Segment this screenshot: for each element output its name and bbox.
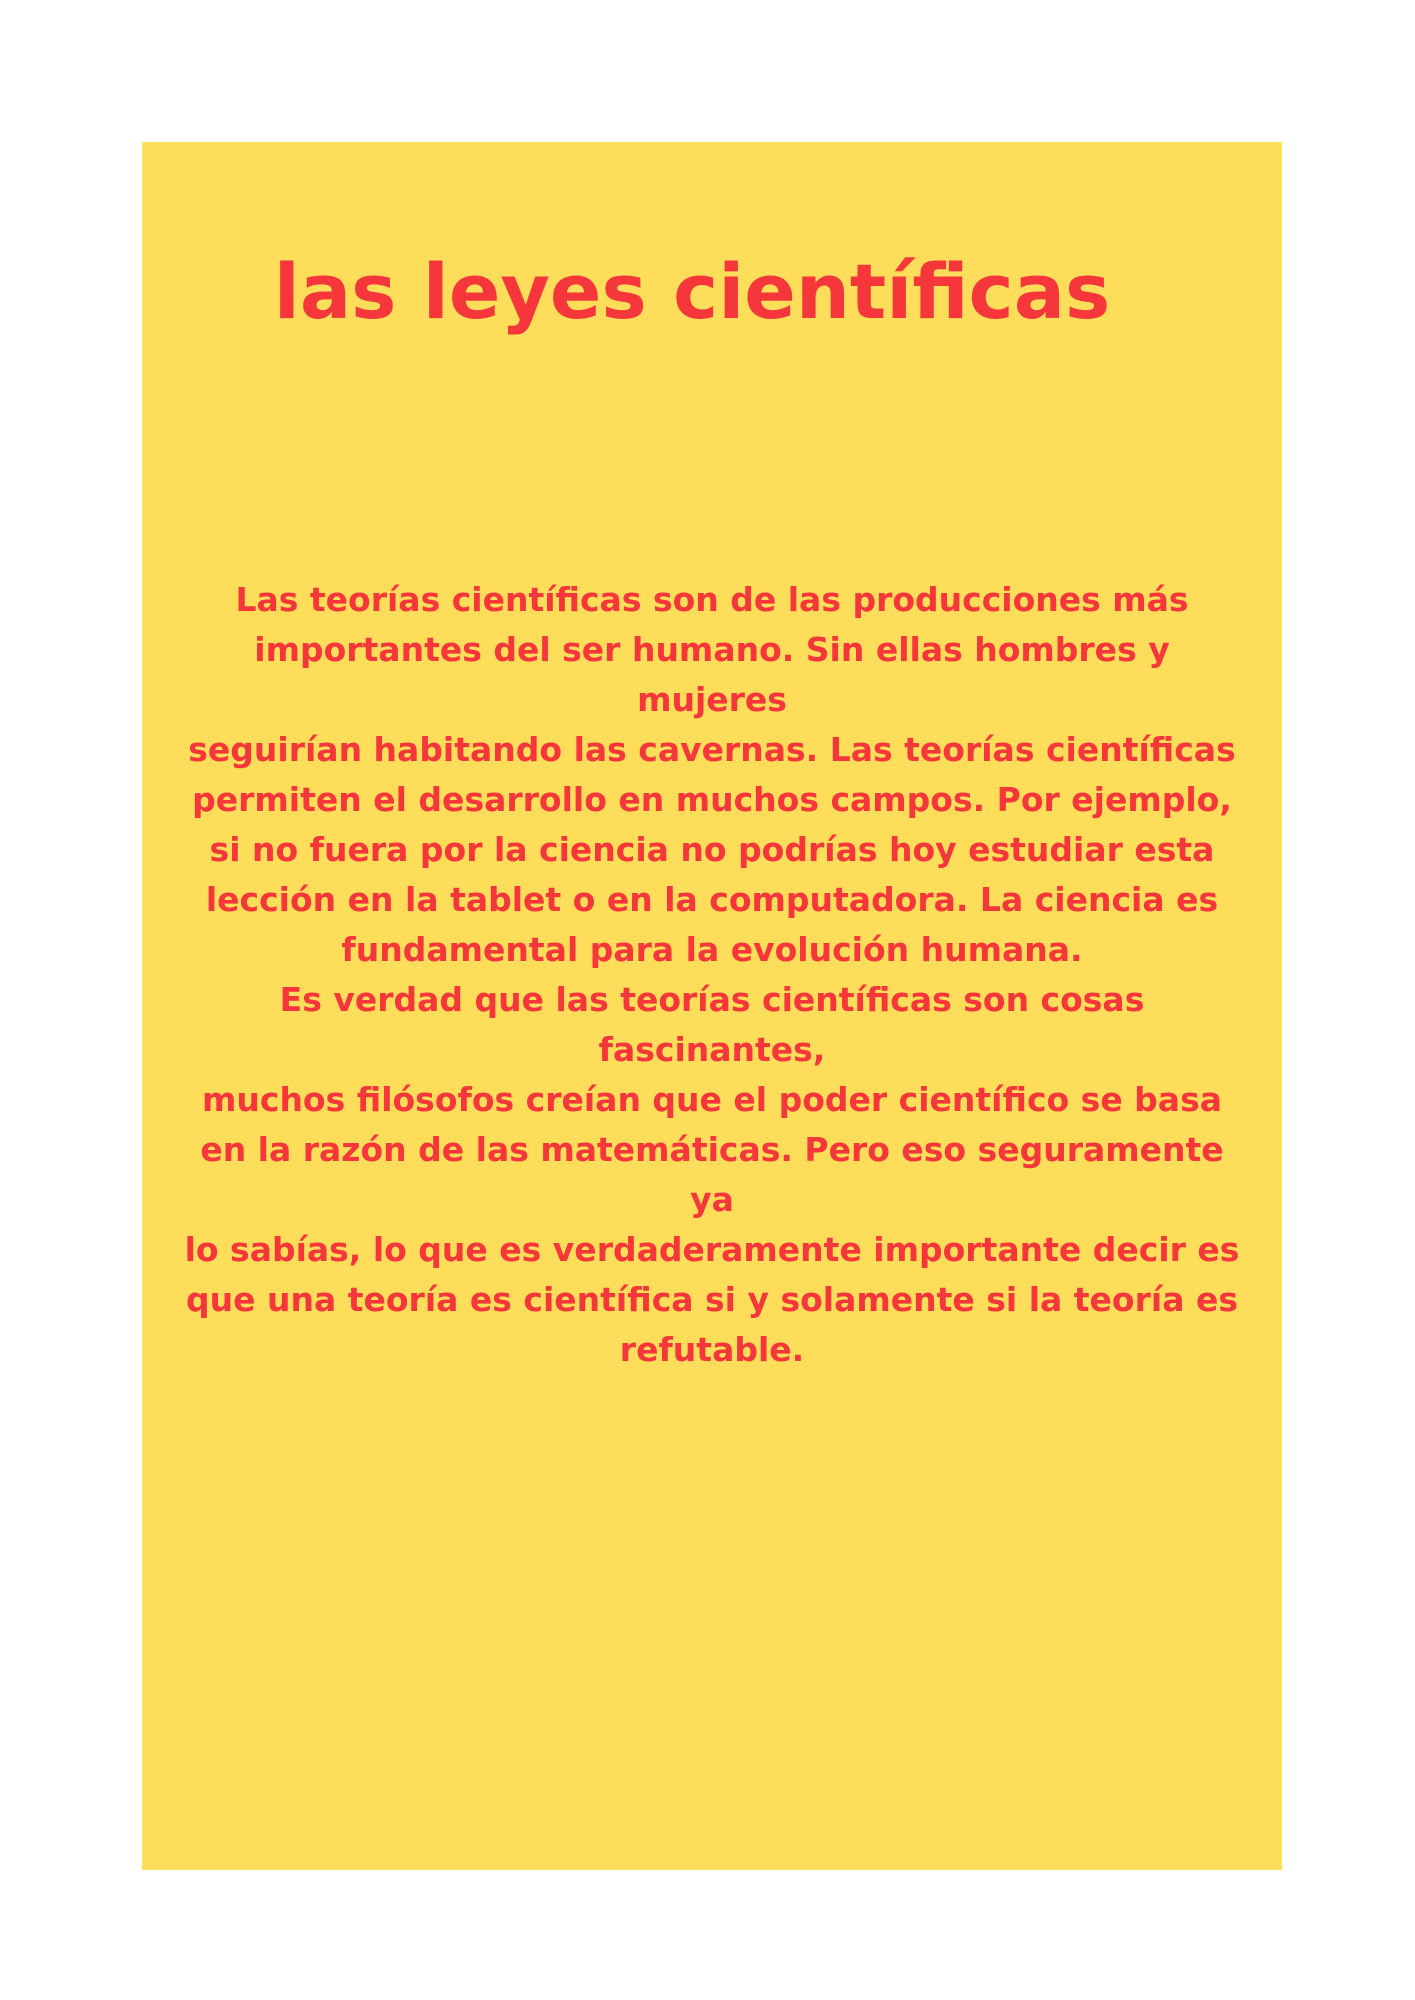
text-line: fundamental para la evolución humana. <box>341 930 1083 969</box>
text-line: mujeres <box>637 680 787 719</box>
text-line: que una teoría es científica si y solamente si la teoría es <box>186 1280 1238 1319</box>
text-line: seguirían habitando las cavernas. Las teorías científicas <box>188 730 1236 769</box>
text-line: importantes del ser humano. Sin ellas hombres y <box>254 630 1170 669</box>
text-line: lo sabías, lo que es verdaderamente importante decir es <box>184 1230 1240 1269</box>
text-line: si no fuera por la ciencia no podrías hoy estudiar esta <box>209 830 1215 869</box>
yellow-panel <box>142 142 1282 1870</box>
text-line: fascinantes, <box>598 1030 826 1069</box>
text-line: Es verdad que las teorías científicas son cosas <box>279 980 1145 1019</box>
text-line: permiten el desarrollo en muchos campos. Por ejemplo, <box>192 780 1232 819</box>
text-line: en la razón de las matemáticas. Pero eso seguramente <box>200 1130 1224 1169</box>
text-line: muchos filósofos creían que el poder científico se basa <box>202 1080 1222 1119</box>
body-text <box>182 575 1242 1375</box>
text-line: refutable. <box>619 1330 805 1369</box>
text-line: Las teorías científicas son de las producciones más <box>235 580 1189 619</box>
text-line: ya <box>690 1180 734 1219</box>
document-title: las leyes científicas <box>273 247 1111 336</box>
text-line: lección en la tablet o en la computadora. La ciencia es <box>205 880 1219 919</box>
